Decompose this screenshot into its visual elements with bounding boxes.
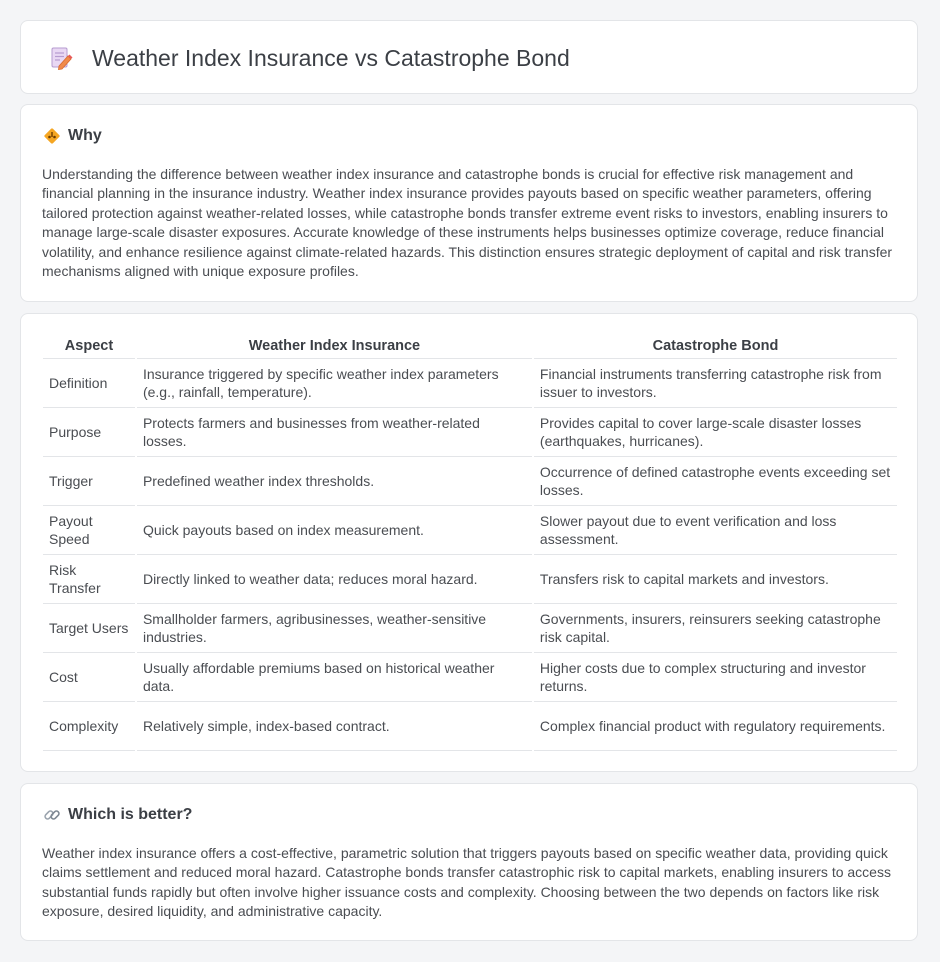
why-heading: Why <box>68 127 102 144</box>
aspect-cell: Trigger <box>43 457 135 506</box>
comparison-section <box>20 313 918 772</box>
table-row <box>43 555 897 604</box>
better-text: Weather index insurance offers a cost-effective, parametric solution that triggers payouts based on specific weather data, providing quick claims settlement and reduced moral hazard. Catastrophe bonds transfer catastrophic risk to capital markets, enabling insurers to access substantial funds rapidly but often involve higher issuance costs and complexity. Choosing between the two depends on factors like risk exposure, desired liquidity, and administrative capacity. <box>42 845 891 920</box>
link-icon <box>43 806 61 824</box>
why-text: Understanding the difference between weather index insurance and catastrophe bonds is crucial for effective risk management and financial planning in the insurance industry. Weather index insurance provides payouts based on specific weather parameters, offering tailored protection against weather-related losses, while catastrophe bonds transfer extreme event risks to investors, enabling insurers to manage large-scale disaster exposures. Accurate knowledge of these instruments helps businesses optimize coverage, reduce financial volatility, and enhance resilience against climate-related hazards. This distinction ensures strategic deployment of capital and risk transfer mechanisms aligned with unique exposure profiles. <box>42 166 893 280</box>
document-edit-icon <box>47 45 73 71</box>
aspect-cell: Payout Speed <box>43 506 135 555</box>
aspect-cell: Definition <box>43 359 135 408</box>
comparison-table <box>41 334 899 751</box>
header-weather-index-insurance: Weather Index Insurance <box>137 334 532 359</box>
why-header <box>43 125 102 147</box>
aspect-cell: Purpose <box>43 408 135 457</box>
which-is-better-section <box>20 783 918 941</box>
table-row <box>43 702 897 751</box>
header-aspect: Aspect <box>43 334 135 359</box>
catastrophe-bond-cell: Financial instruments transferring catastrophe risk from issuer to investors. <box>534 359 897 408</box>
aspect-cell: Complexity <box>43 702 135 751</box>
aspect-cell: Risk Transfer <box>43 555 135 604</box>
weather-index-cell: Relatively simple, index-based contract. <box>137 702 532 751</box>
table-row <box>43 359 897 408</box>
table-row <box>43 604 897 653</box>
aspect-cell: Target Users <box>43 604 135 653</box>
catastrophe-bond-cell: Complex financial product with regulatory requirements. <box>534 702 897 751</box>
weather-index-cell: Insurance triggered by specific weather index parameters (e.g., rainfall, temperature). <box>137 359 532 408</box>
aspect-cell: Cost <box>43 653 135 702</box>
weather-index-cell: Directly linked to weather data; reduces moral hazard. <box>137 555 532 604</box>
header-catastrophe-bond: Catastrophe Bond <box>534 334 897 359</box>
table-row <box>43 653 897 702</box>
table-row <box>43 457 897 506</box>
catastrophe-bond-cell: Slower payout due to event verification and loss assessment. <box>534 506 897 555</box>
catastrophe-bond-cell: Higher costs due to complex structuring and investor returns. <box>534 653 897 702</box>
better-heading: Which is better? <box>68 806 193 823</box>
warning-diamond-icon <box>43 127 61 145</box>
better-header <box>43 804 192 826</box>
why-section <box>20 104 918 302</box>
catastrophe-bond-cell: Transfers risk to capital markets and investors. <box>534 555 897 604</box>
weather-index-cell: Smallholder farmers, agribusinesses, weather-sensitive industries. <box>137 604 532 653</box>
weather-index-cell: Usually affordable premiums based on historical weather data. <box>137 653 532 702</box>
table-row <box>43 506 897 555</box>
catastrophe-bond-cell: Provides capital to cover large-scale disaster losses (earthquakes, hurricanes). <box>534 408 897 457</box>
catastrophe-bond-cell: Governments, insurers, reinsurers seeking catastrophe risk capital. <box>534 604 897 653</box>
table-header-row <box>43 334 897 359</box>
weather-index-cell: Protects farmers and businesses from weather-related losses. <box>137 408 532 457</box>
page-title: Weather Index Insurance vs Catastrophe Bond <box>92 45 570 71</box>
weather-index-cell: Predefined weather index thresholds. <box>137 457 532 506</box>
weather-index-cell: Quick payouts based on index measurement. <box>137 506 532 555</box>
table-row <box>43 408 897 457</box>
title-card <box>20 20 918 94</box>
catastrophe-bond-cell: Occurrence of defined catastrophe events exceeding set losses. <box>534 457 897 506</box>
